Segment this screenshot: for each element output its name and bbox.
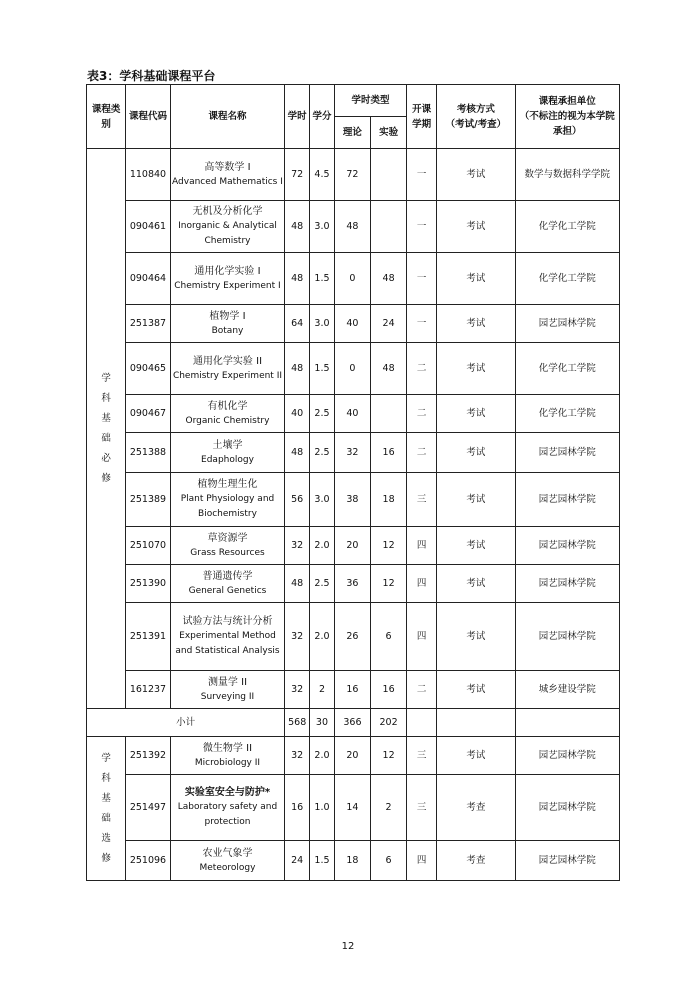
course-exam: 考试 xyxy=(437,473,516,527)
course-exam: 考试 xyxy=(437,149,516,201)
course-theory: 48 xyxy=(334,201,370,253)
course-semester: 一 xyxy=(407,253,437,305)
course-semester: 一 xyxy=(407,305,437,343)
course-name-cn: 植物学 I xyxy=(209,310,246,322)
table-row xyxy=(87,603,620,671)
course-name-en: Microbiology II xyxy=(194,757,261,768)
course-dept: 园艺园林学院 xyxy=(515,565,619,603)
course-hours: 48 xyxy=(285,343,310,395)
course-name-cn: 草资源学 xyxy=(207,532,248,544)
course-credits: 1.5 xyxy=(310,841,335,881)
course-theory: 38 xyxy=(334,473,370,527)
page-number: 12 xyxy=(341,941,355,952)
subtotal-hours: 568 xyxy=(285,709,310,737)
course-name-en: Edaphology xyxy=(201,454,254,465)
course-credits: 1.5 xyxy=(310,253,335,305)
course-name xyxy=(170,201,285,253)
course-exam: 考试 xyxy=(437,737,516,775)
course-name-cn: 无机及分析化学 xyxy=(192,206,263,217)
course-dept: 园艺园林学院 xyxy=(515,305,619,343)
course-semester: 三 xyxy=(407,775,437,841)
course-name-cn: 测量学 II xyxy=(207,676,248,688)
course-name xyxy=(170,149,285,201)
table-row xyxy=(87,253,620,305)
table-row xyxy=(87,433,620,473)
table-row xyxy=(87,343,620,395)
course-name-en: Experimental Method and Statistical Analysis xyxy=(175,631,280,656)
course-lab: 12 xyxy=(371,565,407,603)
course-theory: 0 xyxy=(334,343,370,395)
course-hours: 32 xyxy=(285,737,310,775)
course-credits: 2.0 xyxy=(310,603,335,671)
course-hours: 64 xyxy=(285,305,310,343)
course-name-cn: 试验方法与统计分析 xyxy=(182,616,273,627)
table-row xyxy=(87,671,620,709)
table-title: 表3：学科基础课程平台 xyxy=(87,69,216,83)
course-exam: 考试 xyxy=(437,253,516,305)
course-exam: 考试 xyxy=(437,305,516,343)
course-hours: 72 xyxy=(285,149,310,201)
course-name-cn: 通用化学实验 II xyxy=(192,355,263,367)
header-hour-type: 学时类型 xyxy=(334,85,406,117)
category-label: 学科基础选修 xyxy=(101,752,111,864)
header-dept xyxy=(515,85,619,149)
course-name-en: Organic Chemistry xyxy=(185,415,270,426)
course-hours: 48 xyxy=(285,565,310,603)
course-theory: 40 xyxy=(334,305,370,343)
course-theory: 0 xyxy=(334,253,370,305)
course-name-en: General Genetics xyxy=(188,585,267,596)
course-name-en: Advanced Mathematics I xyxy=(172,176,283,187)
subtotal-theory: 366 xyxy=(334,709,370,737)
course-dept: 园艺园林学院 xyxy=(515,603,619,671)
course-name xyxy=(170,305,285,343)
course-theory: 16 xyxy=(334,671,370,709)
course-name-en: Chemistry Experiment I xyxy=(174,280,281,291)
table-row xyxy=(87,473,620,527)
course-name xyxy=(170,433,285,473)
course-name-cn: 高等数学 I xyxy=(204,161,251,173)
course-lab: 12 xyxy=(371,527,407,565)
course-exam: 考试 xyxy=(437,527,516,565)
course-name xyxy=(170,671,285,709)
course-dept: 园艺园林学院 xyxy=(515,841,619,881)
course-code: 090467 xyxy=(126,395,170,433)
course-name-cn: 植物生理生化 xyxy=(197,479,258,490)
course-semester: 四 xyxy=(407,527,437,565)
course-code: 251392 xyxy=(126,737,170,775)
course-semester: 一 xyxy=(407,201,437,253)
course-semester: 二 xyxy=(407,395,437,433)
course-dept: 园艺园林学院 xyxy=(515,527,619,565)
category-label: 学科基础必修 xyxy=(101,372,111,484)
course-name-en: Grass Resources xyxy=(190,547,265,558)
course-name xyxy=(170,253,285,305)
course-table xyxy=(86,84,620,881)
course-credits: 2.5 xyxy=(310,565,335,603)
header-theory: 理论 xyxy=(334,117,370,149)
course-code: 251070 xyxy=(126,527,170,565)
course-name xyxy=(170,603,285,671)
course-credits: 2.5 xyxy=(310,433,335,473)
course-name-en: Surveying II xyxy=(200,691,255,702)
course-exam: 考试 xyxy=(437,201,516,253)
course-lab: 16 xyxy=(371,433,407,473)
course-name xyxy=(170,775,285,841)
course-credits: 1.0 xyxy=(310,775,335,841)
table-row xyxy=(87,775,620,841)
course-dept: 化学化工学院 xyxy=(515,395,619,433)
course-semester: 二 xyxy=(407,671,437,709)
course-credits: 4.5 xyxy=(310,149,335,201)
course-name-en: Meteorology xyxy=(199,862,256,873)
header-credits: 学分 xyxy=(310,85,335,149)
course-exam: 考试 xyxy=(437,671,516,709)
course-code: 110840 xyxy=(126,149,170,201)
course-dept: 数学与数据科学学院 xyxy=(515,149,619,201)
table-row xyxy=(87,737,620,775)
course-theory: 32 xyxy=(334,433,370,473)
course-hours: 56 xyxy=(285,473,310,527)
subtotal-empty xyxy=(437,709,516,737)
course-name xyxy=(170,343,285,395)
course-name xyxy=(170,565,285,603)
course-hours: 40 xyxy=(285,395,310,433)
course-lab xyxy=(371,201,407,253)
course-hours: 32 xyxy=(285,671,310,709)
header-semester: 开课学期 xyxy=(407,85,437,149)
course-theory: 40 xyxy=(334,395,370,433)
course-credits: 3.0 xyxy=(310,201,335,253)
course-name-cn: 土壤学 xyxy=(212,439,243,451)
subtotal-empty xyxy=(515,709,619,737)
course-name xyxy=(170,841,285,881)
course-name-en: Inorganic & Analytical Chemistry xyxy=(178,221,277,246)
course-code: 251389 xyxy=(126,473,170,527)
course-theory: 26 xyxy=(334,603,370,671)
course-credits: 2.0 xyxy=(310,527,335,565)
course-lab: 48 xyxy=(371,253,407,305)
course-credits: 1.5 xyxy=(310,343,335,395)
course-hours: 48 xyxy=(285,201,310,253)
course-code: 251388 xyxy=(126,433,170,473)
course-lab: 6 xyxy=(371,603,407,671)
course-theory: 14 xyxy=(334,775,370,841)
course-theory: 20 xyxy=(334,737,370,775)
table-row xyxy=(87,565,620,603)
course-name-cn: 普通遗传学 xyxy=(202,570,253,582)
course-hours: 48 xyxy=(285,253,310,305)
subtotal-lab: 202 xyxy=(371,709,407,737)
course-dept: 园艺园林学院 xyxy=(515,775,619,841)
table-row xyxy=(87,201,620,253)
course-code: 090465 xyxy=(126,343,170,395)
course-semester: 四 xyxy=(407,565,437,603)
course-code: 251096 xyxy=(126,841,170,881)
header-hours: 学时 xyxy=(285,85,310,149)
subtotal-empty xyxy=(407,709,437,737)
course-name-en: Chemistry Experiment II xyxy=(172,370,283,381)
course-theory: 72 xyxy=(334,149,370,201)
category-required xyxy=(87,149,126,709)
course-credits: 3.0 xyxy=(310,473,335,527)
subtotal-label: 小计 xyxy=(87,709,285,737)
table-row xyxy=(87,841,620,881)
header-name: 课程名称 xyxy=(170,85,285,149)
course-name-en: Botany xyxy=(211,325,244,336)
course-code: 251391 xyxy=(126,603,170,671)
course-lab: 16 xyxy=(371,671,407,709)
course-lab: 6 xyxy=(371,841,407,881)
course-credits: 3.0 xyxy=(310,305,335,343)
course-code: 251387 xyxy=(126,305,170,343)
course-name xyxy=(170,473,285,527)
header-dept-sub: （不标注的视为本学院承担） xyxy=(519,111,615,137)
course-dept: 化学化工学院 xyxy=(515,343,619,395)
header-exam-mode-label: 考核方式 xyxy=(456,103,495,115)
course-dept: 园艺园林学院 xyxy=(515,473,619,527)
course-hours: 32 xyxy=(285,527,310,565)
course-theory: 36 xyxy=(334,565,370,603)
course-hours: 16 xyxy=(285,775,310,841)
course-hours: 24 xyxy=(285,841,310,881)
course-semester: 四 xyxy=(407,603,437,671)
header-exam-mode xyxy=(437,85,516,149)
course-exam: 考试 xyxy=(437,603,516,671)
course-credits: 2.0 xyxy=(310,737,335,775)
course-dept: 化学化工学院 xyxy=(515,253,619,305)
course-semester: 二 xyxy=(407,343,437,395)
course-name-en: Laboratory safety and protection xyxy=(177,802,278,827)
course-exam: 考查 xyxy=(437,775,516,841)
course-hours: 48 xyxy=(285,433,310,473)
course-name xyxy=(170,527,285,565)
course-name-cn: 通用化学实验 I xyxy=(194,265,261,277)
course-code: 090464 xyxy=(126,253,170,305)
course-code: 251497 xyxy=(126,775,170,841)
course-dept: 园艺园林学院 xyxy=(515,737,619,775)
subtotal-credits: 30 xyxy=(310,709,335,737)
course-semester: 一 xyxy=(407,149,437,201)
course-name-cn: 有机化学 xyxy=(207,400,248,412)
course-lab: 48 xyxy=(371,343,407,395)
course-name-cn: 农业气象学 xyxy=(202,847,253,859)
header-code: 课程代码 xyxy=(126,85,170,149)
category-elective xyxy=(87,737,126,881)
course-code: 251390 xyxy=(126,565,170,603)
course-exam: 考试 xyxy=(437,395,516,433)
course-name xyxy=(170,737,285,775)
course-lab xyxy=(371,395,407,433)
course-exam: 考试 xyxy=(437,343,516,395)
course-name-cn: 实验室安全与防护* xyxy=(184,787,271,798)
course-dept: 化学化工学院 xyxy=(515,201,619,253)
course-theory: 18 xyxy=(334,841,370,881)
course-semester: 四 xyxy=(407,841,437,881)
table-row xyxy=(87,527,620,565)
course-lab: 24 xyxy=(371,305,407,343)
table-row xyxy=(87,395,620,433)
course-name-en: Plant Physiology and Biochemistry xyxy=(180,494,275,519)
header-category: 课程类别 xyxy=(87,85,126,149)
course-semester: 三 xyxy=(407,737,437,775)
table-row xyxy=(87,305,620,343)
course-credits: 2 xyxy=(310,671,335,709)
course-lab: 18 xyxy=(371,473,407,527)
subtotal-row xyxy=(87,709,620,737)
course-dept: 城乡建设学院 xyxy=(515,671,619,709)
course-semester: 三 xyxy=(407,473,437,527)
header-lab: 实验 xyxy=(371,117,407,149)
course-hours: 32 xyxy=(285,603,310,671)
course-name-cn: 微生物学 II xyxy=(202,742,253,754)
course-code: 090461 xyxy=(126,201,170,253)
course-lab: 2 xyxy=(371,775,407,841)
course-credits: 2.5 xyxy=(310,395,335,433)
header-exam-mode-sub: （考试/考查） xyxy=(445,118,507,130)
course-lab: 12 xyxy=(371,737,407,775)
header-dept-label: 课程承担单位 xyxy=(538,96,596,107)
course-name xyxy=(170,395,285,433)
course-code: 161237 xyxy=(126,671,170,709)
course-exam: 考试 xyxy=(437,565,516,603)
course-theory: 20 xyxy=(334,527,370,565)
course-exam: 考查 xyxy=(437,841,516,881)
table-row xyxy=(87,149,620,201)
course-dept: 园艺园林学院 xyxy=(515,433,619,473)
course-exam: 考试 xyxy=(437,433,516,473)
course-lab xyxy=(371,149,407,201)
course-semester: 二 xyxy=(407,433,437,473)
